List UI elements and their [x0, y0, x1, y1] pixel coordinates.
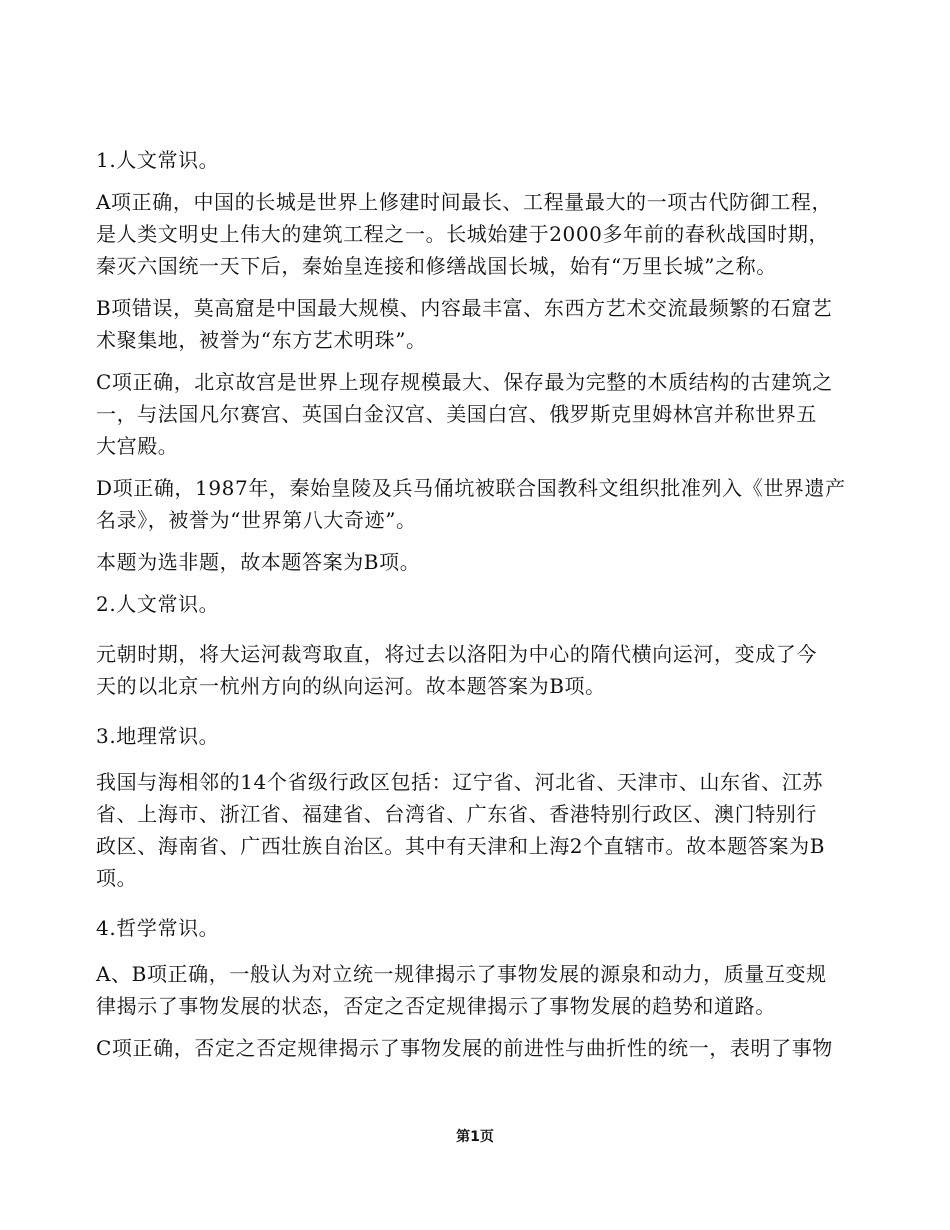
paragraph-line: D项正确，1987年，秦始皇陵及兵马俑坑被联合国教科文组织批准列入《世界遗产 [96, 476, 846, 500]
document-body [96, 144, 876, 1064]
paragraph-line: 名录》，被誉为“世界第八大奇迹”。 [96, 508, 417, 532]
paragraph-line: 省、上海市、浙江省、福建省、台湾省、广东省、香港特别行政区、澳门特别行 [96, 802, 817, 826]
paragraph-line: 术聚集地，被誉为“东方艺术明珠”。 [96, 328, 427, 352]
paragraph-line: C项正确，北京故宫是世界上现存规模最大、保存最为完整的木质结构的古建筑之 [96, 370, 833, 394]
paragraph-line: 天的以北京一杭州方向的纵向运河。故本题答案为B项。 [96, 674, 606, 698]
paragraph-line: 是人类文明史上伟大的建筑工程之一。长城始建于2000多年前的春秋战国时期， [96, 222, 830, 246]
paragraph-line: 律揭示了事物发展的状态，否定之否定规律揭示了事物发展的趋势和道路。 [96, 994, 776, 1018]
paragraph-line: 大宫殿。 [96, 434, 179, 458]
page-number: 第1页 [456, 1129, 494, 1145]
paragraph-line: A、B项正确，一般认为对立统一规律揭示了事物发展的源泉和动力，质量互变规 [96, 962, 827, 986]
paragraph-line: 项。 [96, 866, 138, 890]
paragraph-line: 政区、海南省、广西壮族自治区。其中有天津和上海2个直辖市。故本题答案为B [96, 834, 826, 858]
section-heading: 1.人文常识。 [96, 148, 220, 172]
paragraph-line: B项错误，莫高窟是中国最大规模、内容最丰富、东西方艺术交流最频繁的石窟艺 [96, 296, 833, 320]
section-heading: 3.地理常识。 [96, 724, 220, 748]
paragraph-line: A项正确，中国的长城是世界上修建时间最长、工程量最大的一项古代防御工程， [96, 190, 833, 214]
section-heading: 4.哲学常识。 [96, 916, 220, 940]
paragraph-line: C项正确，否定之否定规律揭示了事物发展的前进性与曲折性的统一，表明了事物 [96, 1036, 833, 1060]
paragraph-line: 本题为选非题，故本题答案为B项。 [96, 550, 421, 574]
section-heading: 2.人文常识。 [96, 592, 220, 616]
paragraph-line: 我国与海相邻的14个省级行政区包括：辽宁省、河北省、天津市、山东省、江苏 [96, 770, 824, 794]
paragraph-line: 一，与法国凡尔赛宫、英国白金汉宫、美国白宫、俄罗斯克里姆林宫并称世界五 [96, 402, 817, 426]
paragraph-line: 元朝时期，将大运河裁弯取直，将过去以洛阳为中心的隋代横向运河，变成了今 [96, 642, 817, 666]
paragraph-line: 秦灭六国统一天下后，秦始皇连接和修缮战国长城，始有“万里长城”之称。 [96, 254, 777, 278]
